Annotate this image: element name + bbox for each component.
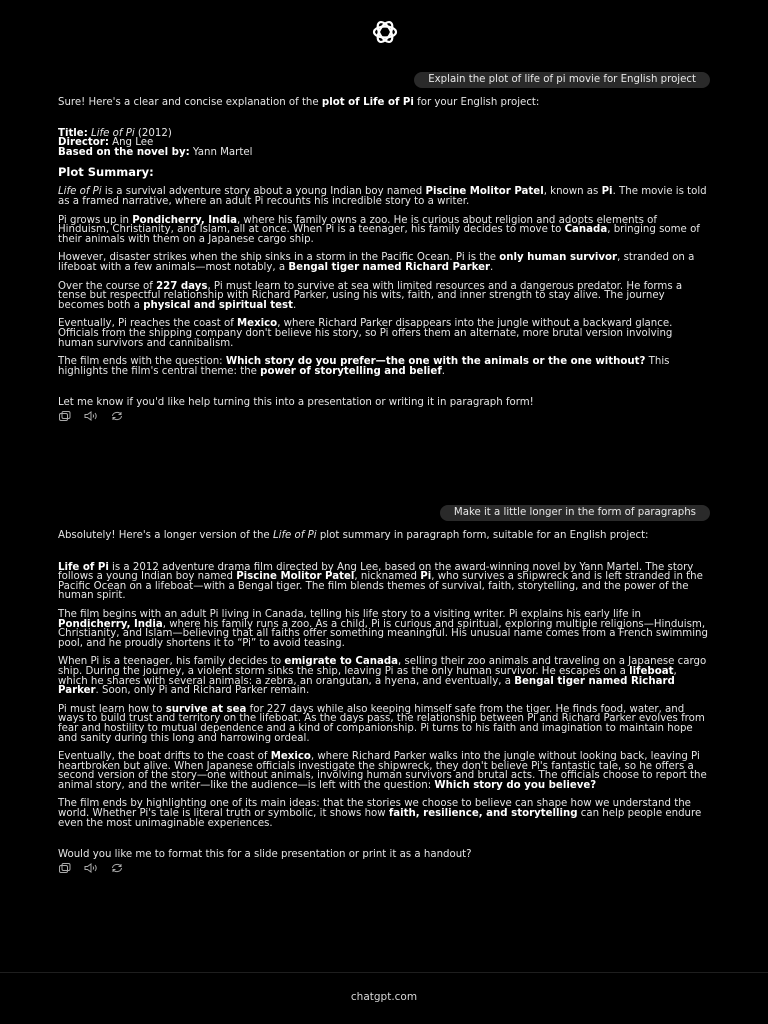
summary-paragraph: The film ends with the question: Which story do you prefer—the one with the animals or the one without? This highlights the film's central theme: the power of storytelling and belief.: [58, 356, 670, 377]
summary-paragraph: Pi must learn how to survive at sea for 227 days while also keeping himself safe from the tiger. He finds food, water, and ways to build trust and territory on the lifeboat. As the days pass, the relationship between Pi and Richard Parker evolves from fear and hostility to mutual dependence and a kind of companionship. Pi turns to his faith and imagination to maintain hope and sanity during this long and harrowing ordeal.: [58, 703, 705, 744]
user-message-bubble: Make it a little longer in the form of paragraphs: [440, 505, 710, 521]
read-aloud-icon[interactable]: [84, 863, 98, 873]
message-actions: [58, 862, 708, 874]
title-line: Title: Life of Pi (2012): [58, 127, 172, 139]
summary-paragraph: Life of Pi is a survival adventure story about a young Indian boy named Piscine Molitor Patel, known as Pi. The movie is told as a framed narrative, where an adult Pi recounts his incredible story to a writer.: [58, 186, 707, 207]
regenerate-icon[interactable]: [110, 411, 124, 421]
reply-closing: Would you like me to format this for a slide presentation or print it as a handout?: [58, 849, 472, 861]
reply-intro: Sure! Here's a clear and concise explanation of the plot of Life of Pi for your English project:: [58, 97, 540, 108]
regenerate-icon[interactable]: [110, 863, 124, 873]
footer-divider: [0, 972, 768, 973]
summary-paragraph: Eventually, Pi reaches the coast of Mexico, where Richard Parker disappears into the jungle without a backward glance. Officials from the shipping company don't believe his story, so Pi offers them an alternate, more brutal version involving human survivors and cannibalism.: [58, 318, 673, 349]
summary-paragraph: When Pi is a teenager, his family decides to emigrate to Canada, selling their zoo animals and traveling on a Japanese cargo ship. During the journey, a violent storm sinks the ship, leaving Pi as the only human survivor. He escapes on a lifeboat, which he shares with several animals: a zebra, an orangutan, a hyena, and eventually, a Bengal tiger named Richard Parker. Soon, only Pi and Richard Parker remain.: [58, 656, 707, 697]
copy-icon[interactable]: [58, 411, 72, 421]
summary-paragraph: Over the course of 227 days, Pi must learn to survive at sea with limited resources and a dangerous predator. He forms a tense but respectful relationship with Richard Parker, using his wits, faith, and inner strength to stay alive. The journey becomes both a physical and spiritual test.: [58, 280, 683, 311]
summary-paragraph: Life of Pi is a 2012 adventure drama film directed by Ang Lee, based on the award-winning novel by Yann Martel. The story follows a young Indian boy named Piscine Molitor Patel, nicknamed Pi, who survives a shipwreck and is left stranded in the Pacific Ocean on a lifeboat—with a Bengal tiger. The film blends themes of survival, faith, storytelling, and the power of the human spirit.: [58, 561, 703, 602]
reply-closing: Let me know if you'd like help turning this into a presentation or writing it in paragraph form!: [58, 397, 534, 409]
assistant-reply-1: [58, 98, 708, 422]
director-line: Director: Ang Lee: [58, 137, 154, 149]
footer-domain[interactable]: chatgpt.com: [350, 991, 418, 1003]
openai-logo-icon: [359, 14, 411, 50]
copy-icon[interactable]: [58, 863, 72, 873]
novel-line: Based on the novel by: Yann Martel: [58, 146, 253, 158]
summary-paragraph: However, disaster strikes when the ship sinks in a storm in the Pacific Ocean. Pi is the only human survivor, stranded on a lifeboat with a few animals—most notably, a Bengal tiger named Richard Parker.: [58, 252, 695, 273]
summary-paragraph: The film ends by highlighting one of its main ideas: that the stories we choose to believe can shape how we understand the world. Whether Pi's tale is literal truth or symbolic, it shows how faith, resilience, and storytelling can help people endure even the most unimaginable experiences.: [58, 798, 702, 829]
summary-paragraph: Pi grows up in Pondicherry, India, where his family owns a zoo. He is curious about religion and adopts elements of Hinduism, Christianity, and Islam, all at once. When Pi is a teenager, his family decides to move to Canada, bringing some of their animals with them on a Japanese cargo ship.: [58, 214, 700, 245]
message-actions: [58, 410, 708, 422]
reply-intro: Absolutely! Here's a longer version of the Life of Pi plot summary in paragraph form, suitable for an English project:: [58, 530, 649, 541]
assistant-reply-2: [58, 531, 708, 874]
read-aloud-icon[interactable]: [84, 411, 98, 421]
user-message-bubble: Explain the plot of life of pi movie for English project: [414, 72, 710, 88]
summary-paragraph: The film begins with an adult Pi living in Canada, telling his life story to a visiting writer. Pi explains his early life in Pondicherry, India, where his family runs a zoo. As a child, Pi is curious and spiritual, exploring multiple religions—Hinduism, Christianity, and Islam—believing that all faiths offer something meaningful. His unusual name comes from a French swimming pool, and he proudly shortens it to “Pi” to avoid teasing.: [58, 608, 708, 649]
plot-summary-heading: Plot Summary:: [58, 165, 154, 180]
summary-paragraph: Eventually, the boat drifts to the coast of Mexico, where Richard Parker walks into the jungle without looking back, leaving Pi heartbroken but alive. When Japanese officials investigate the shipwreck, they don't believe Pi's fantastic tale, so he offers a second version of the story—one without animals, involving human survivors and brutal acts. The officials choose to report the animal story, and the writer—like the audience—is left with the question: Which story do you believe?: [58, 751, 707, 791]
